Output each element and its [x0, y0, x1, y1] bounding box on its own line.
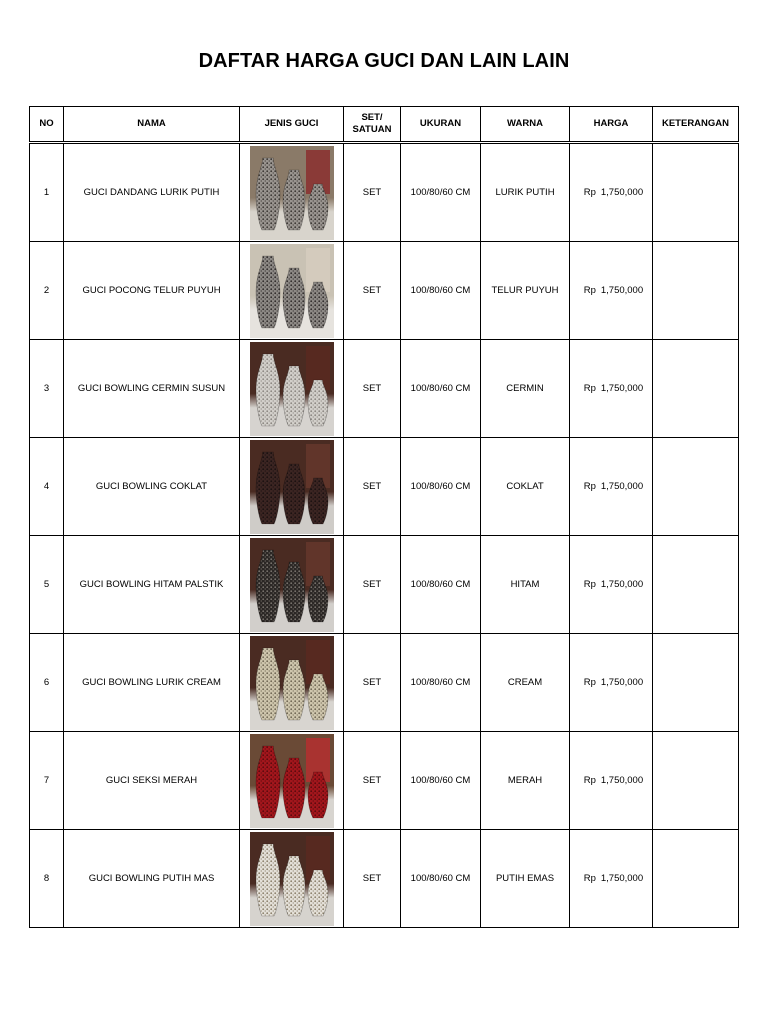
table-row: [30, 536, 739, 634]
cell-harga: [570, 143, 653, 242]
cell-warna: CERMIN: [481, 340, 570, 438]
price-amount: 1,750,000: [600, 677, 644, 688]
vase-photo: [250, 832, 334, 926]
price-amount: 1,750,000: [600, 383, 644, 394]
cell-nama: GUCI BOWLING LURIK CREAM: [64, 634, 240, 732]
cell-keterangan: [653, 143, 739, 242]
cell-nama: GUCI BOWLING HITAM PALSTIK: [64, 536, 240, 634]
cell-jenis-guci: [240, 830, 344, 928]
price-amount: 1,750,000: [600, 873, 644, 884]
cell-harga: [570, 536, 653, 634]
cell-keterangan: [653, 242, 739, 340]
vase-photo: [250, 146, 334, 240]
cell-harga: [570, 438, 653, 536]
cell-set: SET: [344, 242, 401, 340]
cell-keterangan: [653, 340, 739, 438]
cell-harga: [570, 830, 653, 928]
cell-set: SET: [344, 143, 401, 242]
cell-warna: COKLAT: [481, 438, 570, 536]
cell-nama: GUCI BOWLING CERMIN SUSUN: [64, 340, 240, 438]
cell-warna: HITAM: [481, 536, 570, 634]
cell-warna: TELUR PUYUH: [481, 242, 570, 340]
cell-warna: LURIK PUTIH: [481, 143, 570, 242]
cell-ukuran: 100/80/60 CM: [401, 634, 481, 732]
col-header-jenis-guci: JENIS GUCI: [240, 107, 344, 143]
col-header-set-line2: SATUAN: [352, 124, 392, 135]
table-row: [30, 143, 739, 242]
cell-nama: GUCI SEKSI MERAH: [64, 732, 240, 830]
cell-nama: GUCI DANDANG LURIK PUTIH: [64, 143, 240, 242]
cell-ukuran: 100/80/60 CM: [401, 732, 481, 830]
currency-label: Rp: [583, 187, 596, 198]
cell-set: SET: [344, 732, 401, 830]
col-header-ukuran: UKURAN: [401, 107, 481, 143]
cell-keterangan: [653, 732, 739, 830]
currency-label: Rp: [583, 481, 596, 492]
cell-warna: PUTIH EMAS: [481, 830, 570, 928]
price-amount: 1,750,000: [600, 285, 644, 296]
currency-label: Rp: [583, 579, 596, 590]
price-amount: 1,750,000: [600, 579, 644, 590]
cell-jenis-guci: [240, 340, 344, 438]
cell-warna: MERAH: [481, 732, 570, 830]
cell-ukuran: 100/80/60 CM: [401, 438, 481, 536]
col-header-set-line1: SET/: [361, 112, 383, 123]
cell-no: 4: [30, 438, 64, 536]
table-row: [30, 732, 739, 830]
cell-set: SET: [344, 340, 401, 438]
header-row: [30, 107, 739, 143]
currency-label: Rp: [583, 285, 596, 296]
vase-photo: [250, 440, 334, 534]
page-title: DAFTAR HARGA GUCI DAN LAIN LAIN: [198, 50, 570, 72]
table-row: [30, 340, 739, 438]
cell-ukuran: 100/80/60 CM: [401, 536, 481, 634]
cell-keterangan: [653, 438, 739, 536]
cell-set: SET: [344, 830, 401, 928]
vase-photo: [250, 342, 334, 436]
cell-jenis-guci: [240, 438, 344, 536]
cell-no: 1: [30, 143, 64, 242]
cell-jenis-guci: [240, 536, 344, 634]
cell-nama: GUCI BOWLING COKLAT: [64, 438, 240, 536]
cell-warna: CREAM: [481, 634, 570, 732]
currency-label: Rp: [583, 873, 596, 884]
table-row: [30, 438, 739, 536]
table-row: [30, 634, 739, 732]
cell-set: SET: [344, 634, 401, 732]
cell-harga: [570, 242, 653, 340]
cell-jenis-guci: [240, 732, 344, 830]
vase-photo: [250, 734, 334, 828]
currency-label: Rp: [583, 775, 596, 786]
vase-photo: [250, 538, 334, 632]
col-header-no: NO: [30, 107, 64, 143]
cell-no: 2: [30, 242, 64, 340]
table-row: [30, 830, 739, 928]
col-header-nama: NAMA: [64, 107, 240, 143]
cell-ukuran: 100/80/60 CM: [401, 830, 481, 928]
cell-nama: GUCI POCONG TELUR PUYUH: [64, 242, 240, 340]
cell-keterangan: [653, 634, 739, 732]
cell-no: 3: [30, 340, 64, 438]
cell-jenis-guci: [240, 634, 344, 732]
price-amount: 1,750,000: [600, 481, 644, 492]
cell-ukuran: 100/80/60 CM: [401, 242, 481, 340]
price-amount: 1,750,000: [600, 187, 644, 198]
cell-harga: [570, 340, 653, 438]
cell-ukuran: 100/80/60 CM: [401, 143, 481, 242]
cell-nama: GUCI BOWLING PUTIH MAS: [64, 830, 240, 928]
col-header-set-satuan: [344, 107, 401, 143]
cell-no: 6: [30, 634, 64, 732]
currency-label: Rp: [583, 383, 596, 394]
vase-photo: [250, 636, 334, 730]
cell-no: 8: [30, 830, 64, 928]
price-amount: 1,750,000: [600, 775, 644, 786]
cell-harga: [570, 634, 653, 732]
cell-set: SET: [344, 536, 401, 634]
cell-set: SET: [344, 438, 401, 536]
price-table: [29, 106, 739, 928]
cell-harga: [570, 732, 653, 830]
table-row: [30, 242, 739, 340]
cell-jenis-guci: [240, 242, 344, 340]
cell-keterangan: [653, 830, 739, 928]
cell-ukuran: 100/80/60 CM: [401, 340, 481, 438]
cell-no: 7: [30, 732, 64, 830]
currency-label: Rp: [583, 677, 596, 688]
col-header-harga: HARGA: [570, 107, 653, 143]
vase-photo: [250, 244, 334, 338]
cell-jenis-guci: [240, 143, 344, 242]
table-body: [30, 143, 739, 928]
col-header-warna: WARNA: [481, 107, 570, 143]
cell-keterangan: [653, 536, 739, 634]
cell-no: 5: [30, 536, 64, 634]
col-header-keterangan: KETERANGAN: [653, 107, 739, 143]
